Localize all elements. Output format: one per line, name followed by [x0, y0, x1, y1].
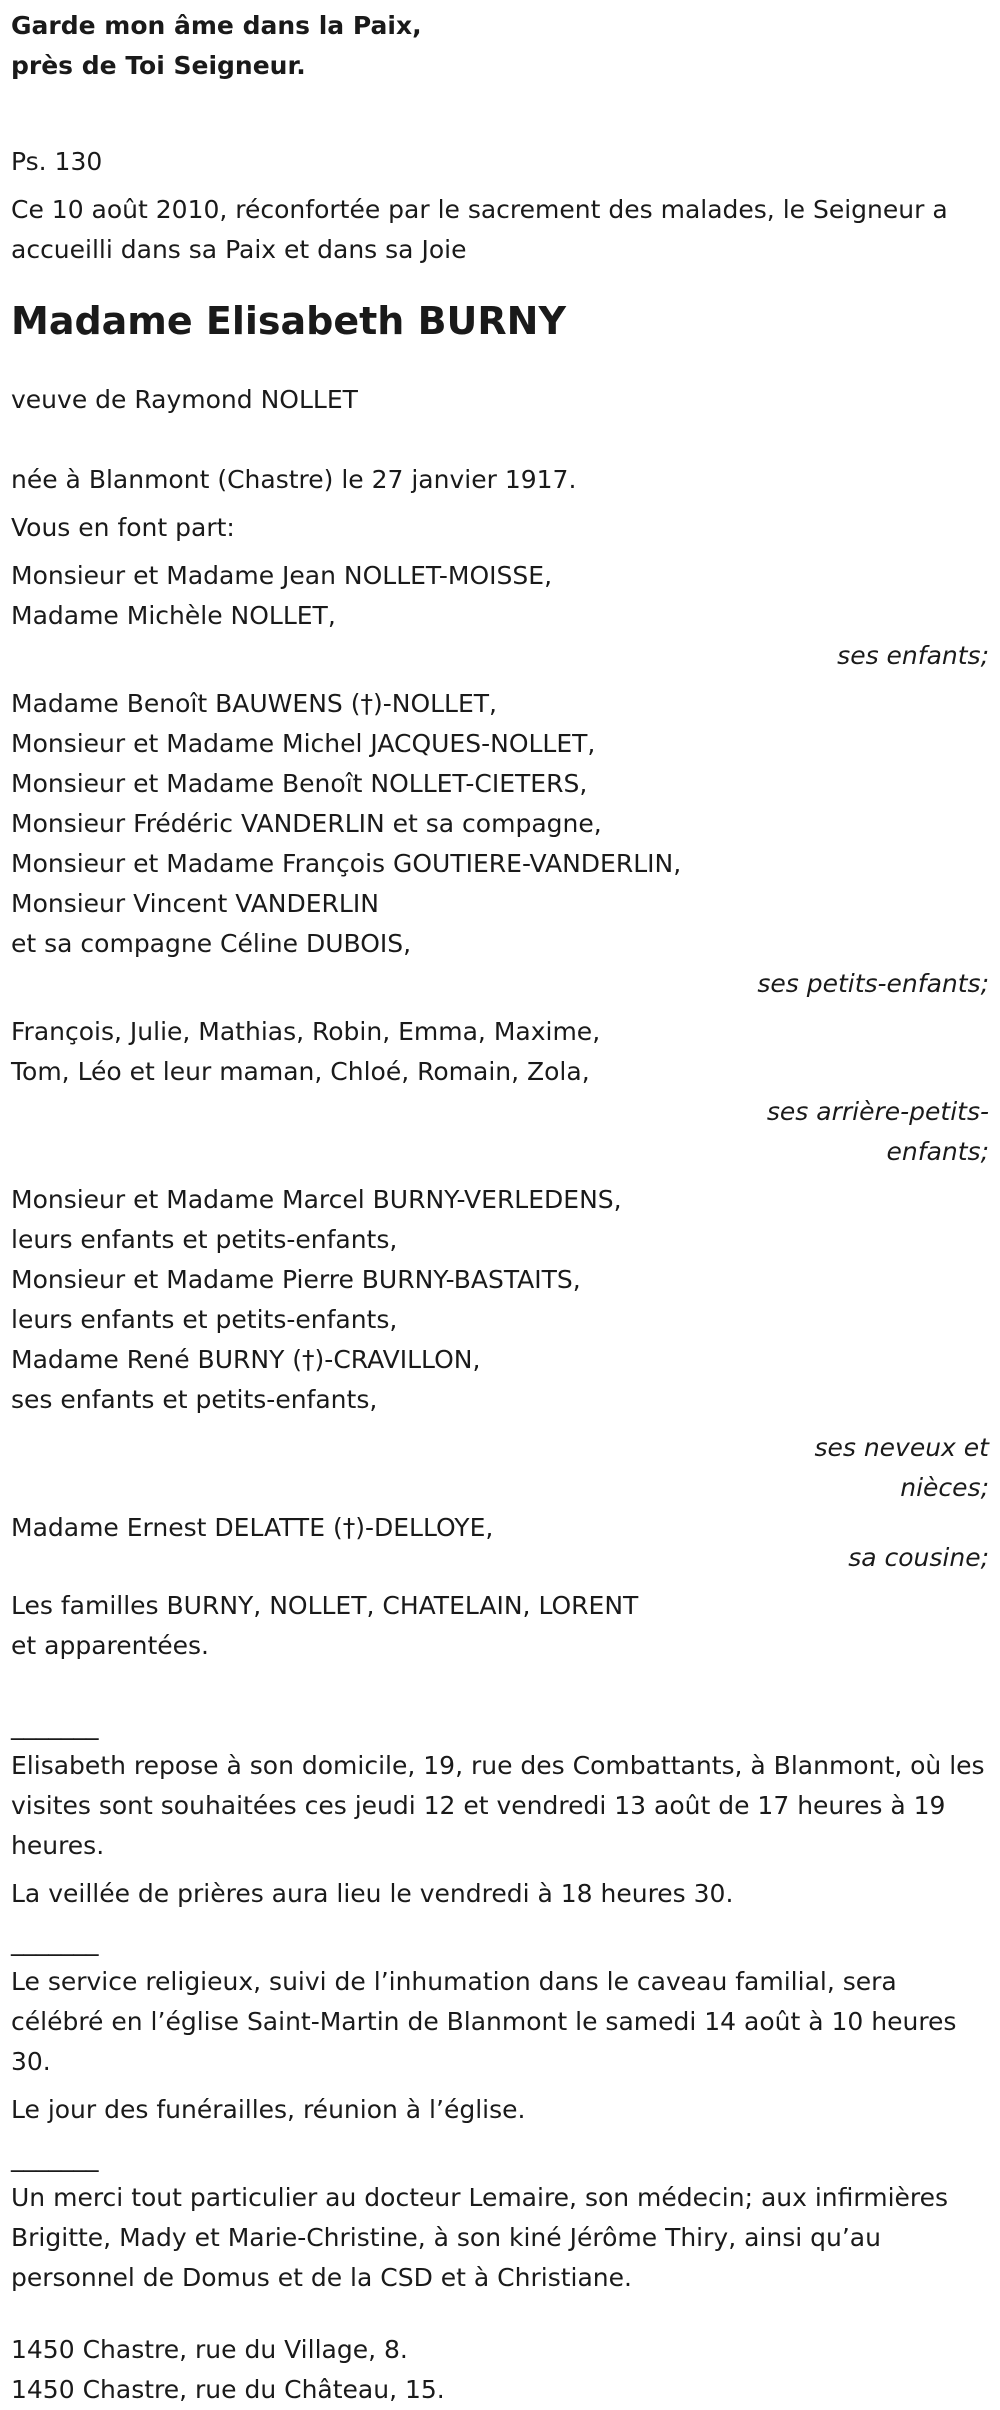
intro-text: Ce 10 août 2010, réconfortée par le sacrement des malades, le Seigneur a accueilli dans sa Paix et dans sa Joie [11, 195, 948, 264]
role-line: ses arrière-petits- [766, 1097, 989, 1126]
family-line: et sa compagne Céline DUBOIS, [11, 929, 412, 958]
family-line: leurs enfants et petits-enfants, [11, 1305, 398, 1334]
family-line: Monsieur Vincent VANDERLIN [11, 889, 379, 918]
family-line: Monsieur Frédéric VANDERLIN et sa compagne, [11, 809, 602, 838]
widow-of: veuve de Raymond NOLLET [11, 385, 358, 414]
service-text: Le service religieux, suivi de l’inhumation dans le caveau familial, sera célébré en l’église Saint-Martin de Blanmont le samedi 14 août à 10 heures 30. [11, 1967, 957, 2076]
family-line: François, Julie, Mathias, Robin, Emma, Maxime, [11, 1017, 601, 1046]
birth-info: née à Blanmont (Chastre) le 27 janvier 1917. [11, 465, 577, 494]
epigraph-line-2: près de Toi Seigneur. [11, 51, 306, 80]
group-families [11, 1586, 989, 1666]
family-line: Monsieur et Madame Benoît NOLLET-CIETERS, [11, 769, 588, 798]
role-line: nièces; [900, 1473, 989, 1502]
family-line: Monsieur et Madame François GOUTIERE-VANDERLIN, [11, 849, 682, 878]
epigraph-line-1: Garde mon âme dans la Paix, [11, 11, 422, 40]
family-line: et apparentées. [11, 1631, 209, 1660]
role-cousin: sa cousine; [848, 1543, 989, 1572]
separator: _______ [11, 2143, 99, 2172]
family-line: Monsieur et Madame Jean NOLLET-MOISSE, [11, 561, 553, 590]
family-line: Tom, Léo et leur maman, Chloé, Romain, Zola, [11, 1057, 590, 1086]
deceased-name: Madame Elisabeth BURNY [11, 299, 566, 343]
address-line: 1450 Chastre, rue du Village, 8. [11, 2335, 408, 2364]
role-line: ses neveux et [814, 1433, 989, 1462]
family-line: Monsieur et Madame Pierre BURNY-BASTAITS, [11, 1265, 581, 1294]
family-line: Madame Michèle NOLLET, [11, 601, 336, 630]
separator: _______ [11, 1711, 99, 1740]
role-grandchildren: ses petits-enfants; [757, 969, 989, 998]
family-line: Les familles BURNY, NOLLET, CHATELAIN, LORENT [11, 1591, 639, 1620]
announcement: Vous en font part: [11, 513, 235, 542]
group-cousin [11, 1508, 989, 1578]
family-line: ses enfants et petits-enfants, [11, 1385, 378, 1414]
role-line: enfants; [886, 1137, 989, 1166]
family-line: leurs enfants et petits-enfants, [11, 1225, 398, 1254]
family-line: Monsieur et Madame Michel JACQUES-NOLLET, [11, 729, 596, 758]
role-children: ses enfants; [837, 641, 989, 670]
prayer-text: La veillée de prières aura lieu le vendredi à 18 heures 30. [11, 1879, 734, 1908]
address-line: 1450 Chastre, rue du Château, 15. [11, 2375, 445, 2404]
epigraph [11, 0, 989, 86]
group-great-grandchildren [11, 1012, 989, 1172]
role-nephews [11, 1428, 989, 1508]
psalm-reference: Ps. 130 [11, 147, 103, 176]
family-line: Madame René BURNY (†)-CRAVILLON, [11, 1345, 481, 1374]
meeting-text: Le jour des funérailles, réunion à l’église. [11, 2095, 526, 2124]
family-line: Madame Ernest DELATTE (†)-DELLOYE, [11, 1513, 494, 1542]
thanks-text: Un merci tout particulier au docteur Lemaire, son médecin; aux infirmières Brigitte, Mady et Marie-Christine, à son kiné Jérôme Thiry, ainsi qu’au personnel de Domus et de la CSD et à Christiane. [11, 2183, 949, 2292]
separator: _______ [11, 1927, 99, 1956]
role-great-grandchildren [11, 1092, 989, 1172]
family-line: Madame Benoît BAUWENS (†)-NOLLET, [11, 689, 497, 718]
group-children [11, 556, 989, 676]
visits-text: Elisabeth repose à son domicile, 19, rue des Combattants, à Blanmont, où les visites sont souhaitées ces jeudi 12 et vendredi 13 août de 17 heures à 19 heures. [11, 1751, 985, 1860]
group-nephews [11, 1180, 989, 1508]
group-grandchildren [11, 684, 989, 1004]
family-line: Monsieur et Madame Marcel BURNY-VERLEDENS, [11, 1185, 622, 1214]
addresses [11, 2330, 989, 2410]
